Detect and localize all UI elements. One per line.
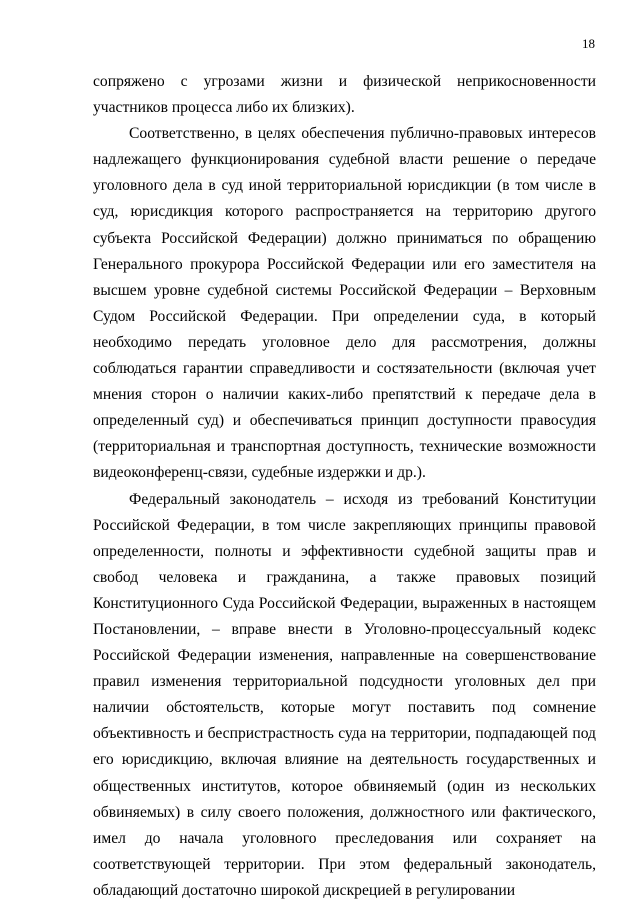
paragraph-continuation: сопряжено с угрозами жизни и физической неприкосновенности участников процесса либо их близких). [93, 73, 596, 117]
paragraph-court-transfer: Соответственно, в целях обеспечения публично-правовых интересов надлежащего функционирования судебной власти решение о передаче уголовного дела в суд иной территориальной юрисдикции (в том числе в суд, юрисдикция которого распространяется на территорию другого субъекта Российской Федерации) должно приниматься по обращению Генерального прокурора Российской Федерации или его заместителя на высшем уровне судебной системы Российской Федерации – Верховным Судом Российской Федерации. При определении суда, в который необходимо передать уголовное дело для рассмотрения, должны соблюдаться гарантии справедливости и состязательности (включая учет мнения сторон о наличии каких-либо препятствий к передаче дела в определенный суд) и обеспечиваться принцип доступности правосудия (территориальная и транспортная доступность, технические возможности видеоконференц-связи, судебные издержки и др.). [93, 125, 596, 482]
document-body [93, 69, 596, 904]
paragraph-federal-legislator: Федеральный законодатель – исходя из требований Конституции Российской Федерации, в том числе закрепляющих принципы правовой определенности, полноты и эффективности судебной защиты прав и свобод человека и гражданина, а также правовых позиций Конституционного Суда Российской Федерации, выраженных в настоящем Постановлении, – вправе внести в Уголовно-процессуальный кодекс Российской Федерации изменения, направленные на совершенствование правил изменения территориальной подсудности уголовных дел при наличии обстоятельств, которые могут поставить под сомнение объективность и беспристрастность суда на территории, подпадающей под его юрисдикцию, включая влияние на деятельность государственных и общественных институтов, которое обвиняемый (один из нескольких обвиняемых) в силу своего положения, должностного или фактического, имел до начала уголовного преследования или сохраняет на соответствующей территории. При этом федеральный законодатель, обладающий достаточно широкой дискрецией в регулировании [93, 490, 596, 899]
page-number: 18 [582, 36, 595, 51]
